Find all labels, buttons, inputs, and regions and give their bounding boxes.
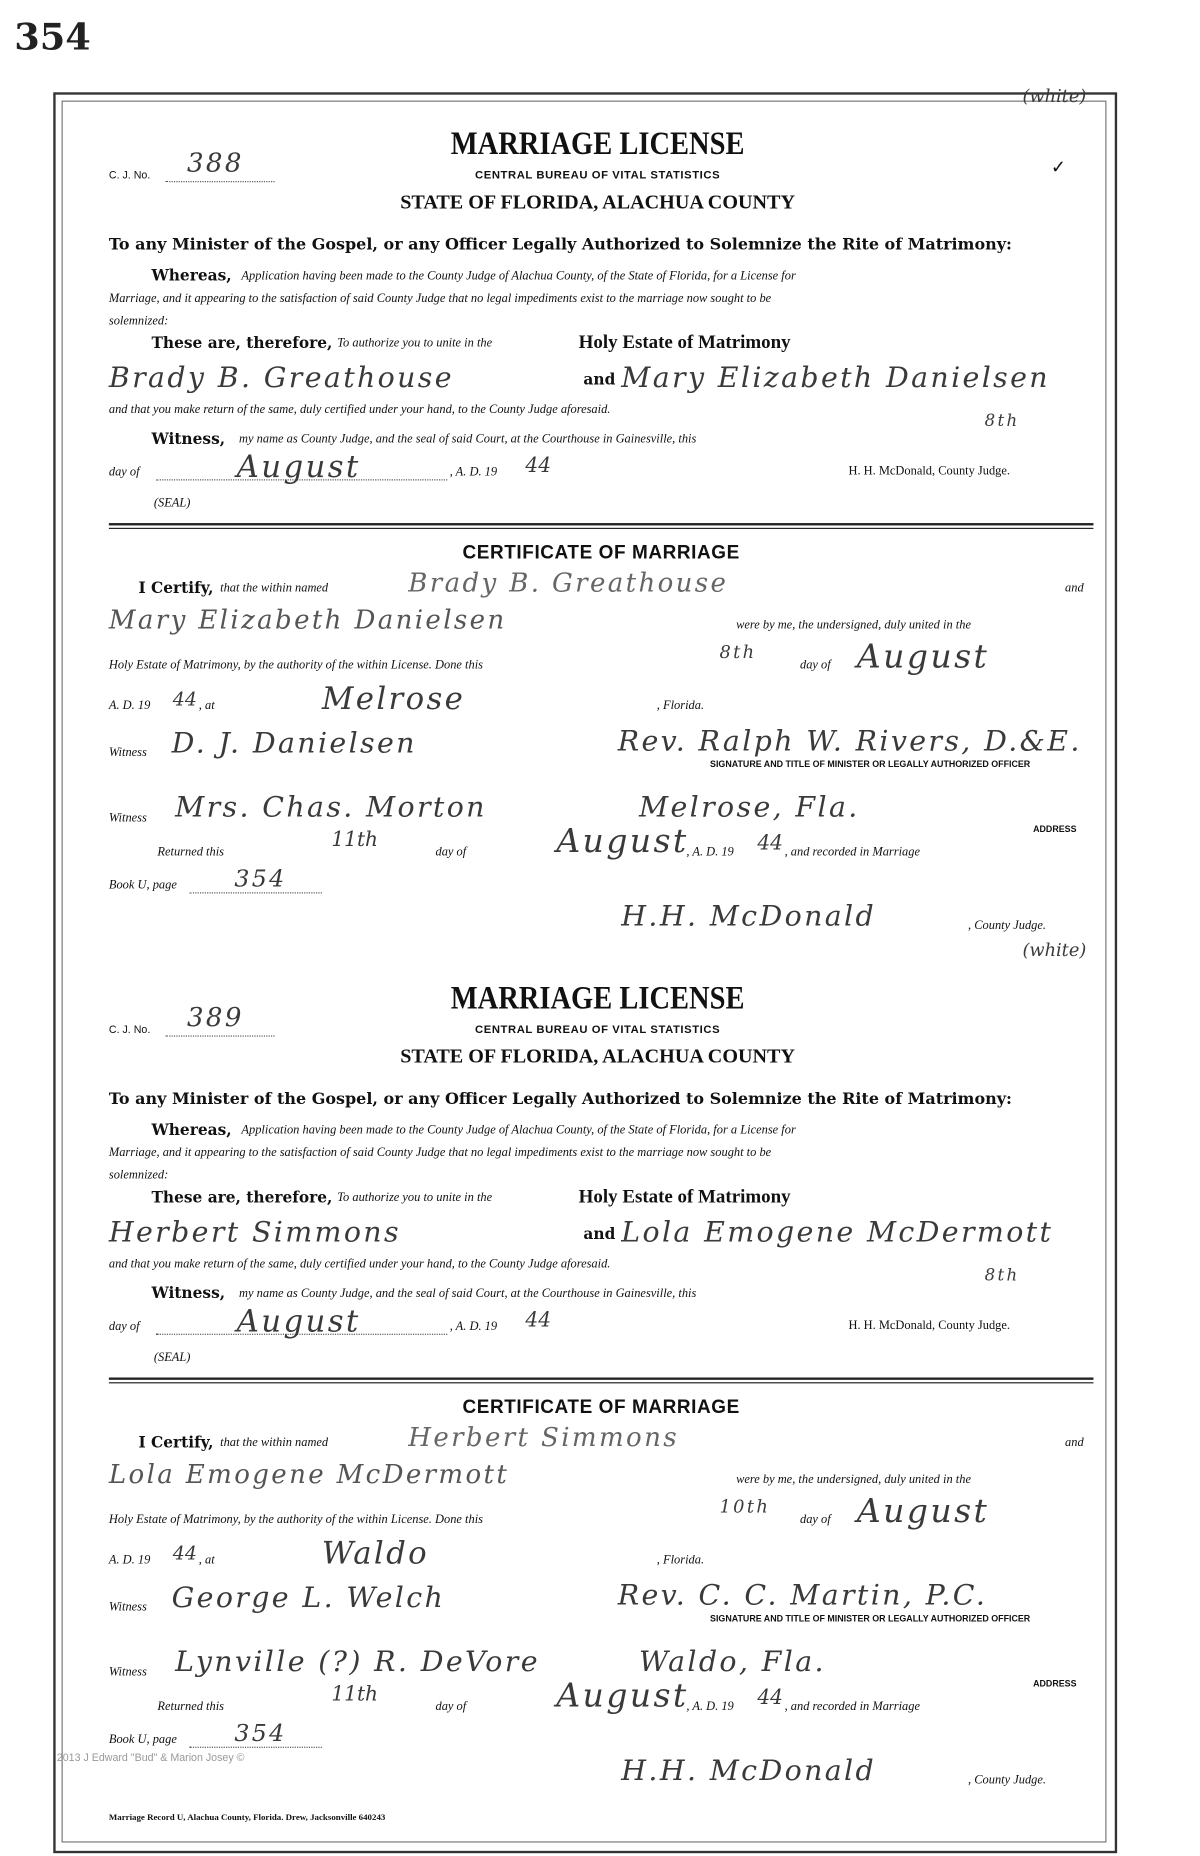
witness-text: my name as County Judge, and the seal of said Court, at the Courthouse in Gainesville, this: [239, 1287, 697, 1301]
bureau-line: CENTRAL BUREAU OF VITAL STATISTICS: [475, 169, 721, 183]
married-year: 44: [172, 687, 197, 711]
returned-day-of: day of: [435, 1700, 467, 1714]
cert-day-of: day of: [799, 1513, 831, 1527]
certify-head: I Certify,: [138, 579, 214, 598]
witness1-label: Witness: [108, 746, 147, 760]
ad-label: , A. D. 19: [449, 466, 498, 480]
returned-year: 44: [757, 1686, 783, 1711]
holy-estate: Holy Estate of Matrimony: [578, 332, 791, 353]
officer-signature: Rev. Ralph W. Rivers, D.&E.: [617, 724, 1082, 758]
returned-day: 11th: [331, 828, 379, 853]
these-head: These are, therefore,: [151, 334, 333, 353]
married-month: August: [856, 1491, 990, 1531]
cert-groom: Brady B. Greathouse: [408, 569, 729, 599]
witness-text: my name as County Judge, and the seal of said Court, at the Courthouse in Gainesville, this: [239, 433, 697, 447]
certify-text: that the within named: [220, 582, 329, 596]
book-page-label: Book U, page: [108, 1733, 177, 1747]
florida-label: , Florida.: [656, 699, 705, 713]
state-county: STATE OF FLORIDA, ALACHUA COUNTY: [400, 190, 796, 214]
married-year: 44: [172, 1541, 197, 1565]
page-number: 354: [14, 16, 91, 60]
race-note: (white): [1022, 939, 1087, 961]
certify-head: I Certify,: [138, 1434, 214, 1453]
cert-day-of: day of: [799, 659, 831, 673]
certify-text: that the within named: [220, 1436, 329, 1450]
these-text: To authorize you to unite in the: [337, 1191, 493, 1205]
returned-label: Returned this: [157, 846, 225, 860]
ad-at-pre: A. D. 19: [108, 1553, 151, 1567]
ad-at-post: , at: [198, 1553, 215, 1567]
returned-day: 11th: [331, 1682, 379, 1707]
ad-label: , A. D. 19: [449, 1320, 498, 1334]
page-line: [189, 1747, 322, 1748]
recorded-post: , and recorded in Marriage: [784, 846, 921, 860]
witness2-label: Witness: [108, 811, 147, 825]
united-text: were by me, the undersigned, duly united in the: [736, 618, 971, 632]
footer-imprint: Marriage Record U, Alachua County, Florida. Drew, Jacksonville 640243: [108, 1811, 386, 1823]
marriage-place: Waldo: [321, 1536, 430, 1572]
these-text: To authorize you to unite in the: [337, 337, 493, 351]
issue-day: 8th: [984, 1266, 1020, 1286]
holy-text: Holy Estate of Matrimony, by the authority of the within License. Done this: [108, 1513, 483, 1527]
issue-month: August: [236, 449, 361, 486]
groom-name: Brady B. Greathouse: [108, 360, 454, 395]
whereas-text-1: Application having been made to the County Judge of Alachua County, of the State of Florida, for a License for: [241, 269, 796, 283]
race-note: (white): [1022, 85, 1087, 107]
recorded-post: , and recorded in Marriage: [784, 1700, 921, 1714]
ad-at-pre: A. D. 19: [108, 699, 151, 713]
returned-day-of: day of: [435, 846, 467, 860]
witness1-name: George L. Welch: [171, 1581, 446, 1615]
returned-month: August: [556, 1675, 689, 1715]
united-text: were by me, the undersigned, duly united in the: [736, 1473, 971, 1487]
cert-groom: Herbert Simmons: [408, 1423, 679, 1454]
returned-month: August: [556, 821, 689, 861]
record-page: 354: [234, 863, 287, 893]
ad-at-post: , at: [198, 699, 215, 713]
bride-name: Mary Elizabeth Danielsen: [621, 360, 1050, 395]
county-judge-label: , County Judge.: [968, 919, 1047, 933]
witness2-name: Mrs. Chas. Morton: [175, 790, 487, 824]
cert-bride: Mary Elizabeth Danielsen: [108, 605, 507, 636]
cj-number: 389: [186, 1003, 244, 1034]
state-county: STATE OF FLORIDA, ALACHUA COUNTY: [400, 1044, 796, 1068]
judge-signature: H.H. McDonald: [621, 899, 877, 933]
and-label: and: [583, 1226, 616, 1244]
married-day: 10th: [719, 1495, 771, 1518]
certificate-title: CERTIFICATE OF MARRIAGE: [462, 1397, 740, 1418]
whereas-head: Whereas,: [151, 1121, 232, 1140]
issue-day: 8th: [984, 411, 1020, 431]
married-day: 8th: [719, 641, 757, 663]
bride-name: Lola Emogene McDermott: [621, 1215, 1054, 1249]
issue-year: 44: [525, 454, 552, 479]
witness1-name: D. J. Danielsen: [171, 726, 417, 760]
address-line: To any Minister of the Gospel, or any Officer Legally Authorized to Solemnize the Rite of Matrimony:: [108, 1089, 1012, 1109]
check-mark: ✓: [1050, 158, 1066, 178]
signature-caption: SIGNATURE AND TITLE OF MINISTER OR LEGALLY AUTHORIZED OFFICER: [710, 758, 1031, 770]
officer-address: Waldo, Fla.: [639, 1644, 826, 1679]
address-caption: ADDRESS: [1033, 1678, 1077, 1689]
recorded-pre: , A. D. 19: [686, 1700, 734, 1714]
officer-signature: Rev. C. C. Martin, P.C.: [617, 1578, 988, 1612]
holy-estate: Holy Estate of Matrimony: [578, 1186, 791, 1208]
groom-name: Herbert Simmons: [108, 1215, 401, 1249]
married-month: August: [856, 636, 990, 676]
record-page: 354: [234, 1718, 287, 1747]
signature-caption: SIGNATURE AND TITLE OF MINISTER OR LEGALLY AUTHORIZED OFFICER: [710, 1612, 1031, 1624]
section-divider: [109, 1377, 1094, 1383]
issue-month: August: [236, 1304, 361, 1340]
seal-label: (SEAL): [153, 1351, 191, 1365]
license-title: MARRIAGE LICENSE: [450, 979, 745, 1017]
seal-label: (SEAL): [153, 497, 191, 511]
return-text: and that you make return of the same, duly certified under your hand, to the County Judge aforesaid.: [108, 1257, 611, 1271]
witness-head: Witness,: [151, 430, 226, 449]
cert-and: and: [1065, 582, 1084, 596]
whereas-head: Whereas,: [151, 267, 232, 286]
cert-bride: Lola Emogene McDermott: [108, 1460, 510, 1490]
bureau-line: CENTRAL BUREAU OF VITAL STATISTICS: [475, 1023, 721, 1037]
address-line: To any Minister of the Gospel, or any Officer Legally Authorized to Solemnize the Rite of Matrimony:: [108, 235, 1012, 255]
license-title: MARRIAGE LICENSE: [450, 125, 745, 163]
return-text: and that you make return of the same, duly certified under your hand, to the County Judge aforesaid.: [108, 403, 611, 417]
cj-label: C. J. No.: [108, 1023, 151, 1036]
returned-label: Returned this: [157, 1700, 225, 1714]
cj-number: 388: [186, 149, 244, 179]
day-of-label: day of: [108, 1320, 140, 1334]
day-of-label: day of: [108, 466, 140, 480]
judge-printed: H. H. McDonald, County Judge.: [848, 465, 1011, 479]
witness-head: Witness,: [151, 1285, 226, 1303]
judge-printed: H. H. McDonald, County Judge.: [848, 1319, 1011, 1333]
address-caption: ADDRESS: [1033, 823, 1077, 835]
whereas-text-2: Marriage, and it appearing to the satisfaction of said County Judge that no legal impediments exist to the marriage now sought to be: [108, 1146, 772, 1160]
witness2-label: Witness: [108, 1666, 147, 1680]
judge-signature: H.H. McDonald: [621, 1753, 877, 1787]
county-judge-label: , County Judge.: [968, 1773, 1047, 1787]
these-head: These are, therefore,: [151, 1189, 333, 1208]
returned-year: 44: [757, 831, 783, 856]
whereas-text-3: solemnized:: [108, 314, 169, 328]
and-label: and: [583, 371, 616, 390]
holy-text: Holy Estate of Matrimony, by the authority of the within License. Done this: [108, 659, 483, 673]
certificate-title: CERTIFICATE OF MARRIAGE: [462, 543, 740, 564]
witness2-name: Lynville (?) R. DeVore: [175, 1644, 540, 1679]
whereas-text-1: Application having been made to the County Judge of Alachua County, of the State of Florida, for a License for: [241, 1124, 796, 1138]
officer-address: Melrose, Fla.: [639, 790, 860, 824]
section-divider: [109, 523, 1094, 529]
cj-label: C. J. No.: [108, 169, 151, 182]
cert-and: and: [1065, 1436, 1084, 1450]
whereas-text-3: solemnized:: [108, 1169, 169, 1183]
issue-year: 44: [525, 1308, 552, 1333]
florida-label: , Florida.: [656, 1553, 705, 1567]
whereas-text-2: Marriage, and it appearing to the satisfaction of said County Judge that no legal impediments exist to the marriage now sought to be: [108, 292, 772, 306]
recorded-pre: , A. D. 19: [686, 846, 734, 860]
marriage-place: Melrose: [321, 681, 466, 718]
book-page-label: Book U, page: [108, 879, 177, 893]
watermark: 2013 J Edward "Bud" & Marion Josey ©: [56, 1751, 245, 1764]
witness1-label: Witness: [108, 1601, 147, 1615]
